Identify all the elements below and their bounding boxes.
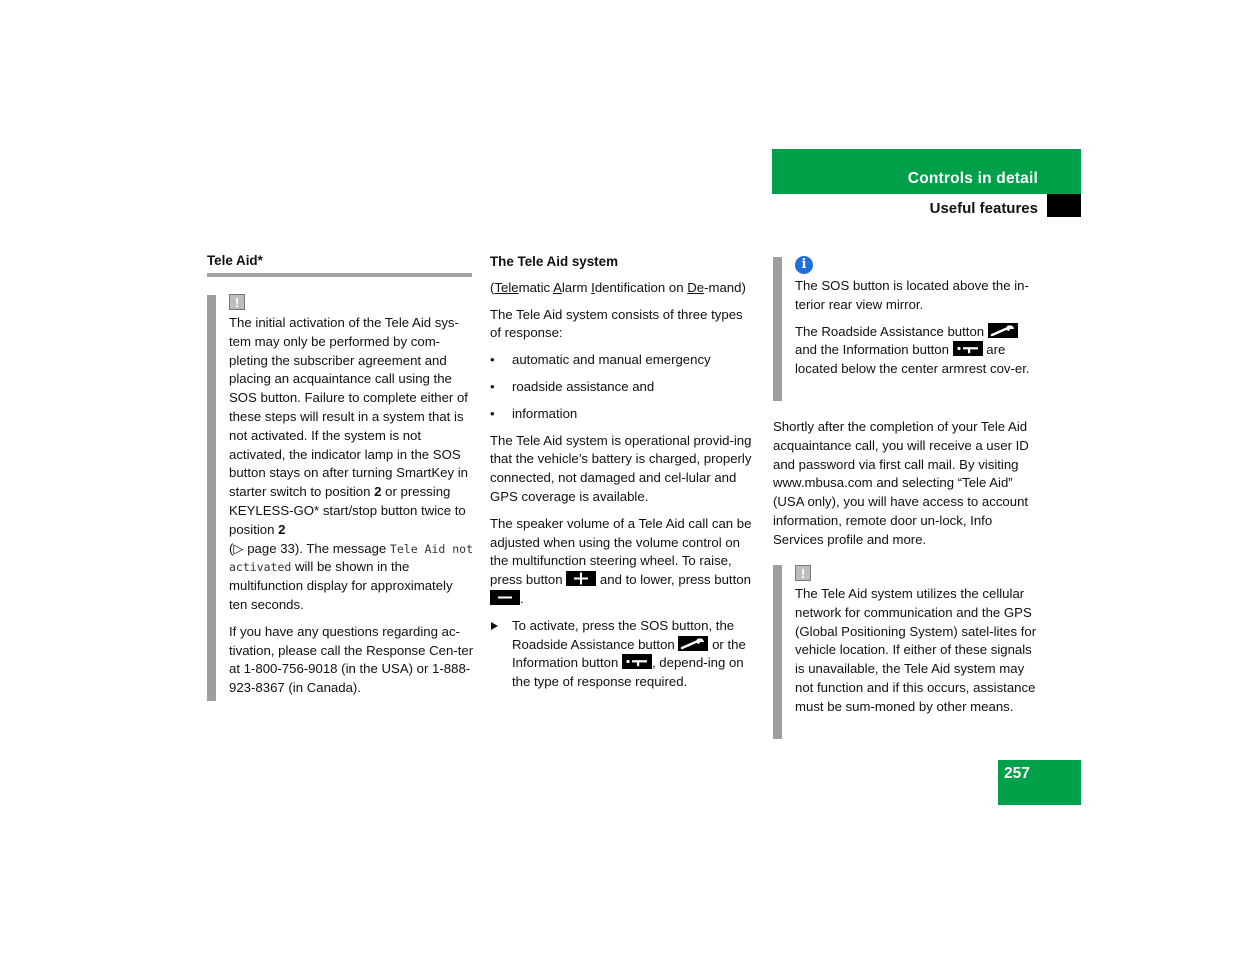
tele-aid-system-column	[490, 253, 756, 700]
activate-instruction-step: To activate, press the SOS button, the Roadside Assistance button or the Information button , depend-ing on the type of response required.	[490, 617, 756, 692]
page-number: 257	[998, 760, 1081, 805]
volume-paragraph: The speaker volume of a Tele Aid call can be adjusted when using the volume control on the multifunction steering wheel. To raise, press button and to lower, press button .	[490, 515, 752, 606]
account-info-paragraph-block	[773, 418, 1041, 558]
signal-caution-text	[795, 585, 1043, 725]
info-note-bar	[773, 257, 782, 401]
response-types-intro: The Tele Aid system consists of three types of response:	[490, 306, 743, 341]
info-icon: i	[795, 256, 813, 274]
caution-note-text	[229, 314, 474, 706]
information-button-icon	[953, 341, 983, 356]
response-types-list	[490, 351, 756, 423]
section-title: Controls in detail	[907, 170, 1038, 187]
minus-button-icon	[490, 590, 520, 605]
plus-button-icon	[566, 571, 596, 586]
list-item: • information	[490, 405, 756, 424]
tele-aid-heading: Tele Aid*	[207, 253, 263, 268]
caution-note-paragraph: The initial activation of the Tele Aid sys-tem may only be performed by com-pleting the subscriber agreement and placing an acquaintance call using the SOS button. Failure to complete either of these steps will result in a system that is not activated. If the system is not activated, the indicator lamp in the SOS button stays on after turning SmartKey in starter switch to position 2 or pressing KEYLESS-GO* start/stop button twice to position 2 (▷ page 33). The message Tele Aid not activated will be shown in the multifunction display for approximately ten seconds.	[229, 315, 474, 612]
information-button-icon	[622, 654, 652, 669]
info-note-text	[795, 277, 1043, 387]
tele-aid-system-heading: The Tele Aid system	[490, 254, 618, 269]
roadside-assistance-wrench-icon	[678, 636, 708, 651]
signal-caution-paragraph: The Tele Aid system utilizes the cellular network for communication and the GPS (Global Positioning System) satel-lites for vehicle location. If either of these signals is unavailable, the Tele Aid system may not function and if this occurs, assistance must be sum-moned by other means.	[795, 586, 1037, 714]
header-black-tab	[1047, 194, 1081, 217]
heading-rule	[207, 273, 472, 277]
activation-contact-paragraph: If you have any questions regarding ac-tivation, please call the Response Cen-ter at 1-800-756-9018 (in the USA) or 1-888-923-8367 (in Canada).	[229, 623, 474, 696]
sos-location-paragraph: The SOS button is located above the in-terior rear view mirror.	[795, 278, 1029, 312]
caution-note-bar	[207, 295, 216, 701]
account-info-paragraph: Shortly after the completion of your Tele Aid acquaintance call, you will receive a user ID and password via first call mail. By visiting www.mbusa.com and selecting “Tele Aid” (USA only), you will have access to account information, remote door un-lock, Info Services profile and more.	[773, 419, 1029, 547]
section-subtitle: Useful features	[929, 200, 1038, 217]
roadside-assistance-wrench-icon	[988, 323, 1018, 338]
caution-exclamation-icon: !	[229, 294, 245, 310]
acronym-expansion: (Telematic Alarm Identification on De-mand)	[490, 279, 746, 295]
list-item: • roadside assistance and	[490, 378, 756, 397]
caution-exclamation-icon: !	[795, 565, 811, 581]
display-message: Tele Aid not activated	[229, 541, 474, 575]
buttons-location-paragraph: The Roadside Assistance button and the Information button are located below the center armrest cov-er.	[795, 323, 1030, 377]
caution-note-bar	[773, 565, 782, 739]
list-item: • automatic and manual emergency	[490, 351, 756, 370]
operational-conditions-paragraph: The Tele Aid system is operational provid-ing that the vehicle’s battery is charged, properly connected, not damaged and cel-lular and GPS coverage is available.	[490, 432, 752, 504]
